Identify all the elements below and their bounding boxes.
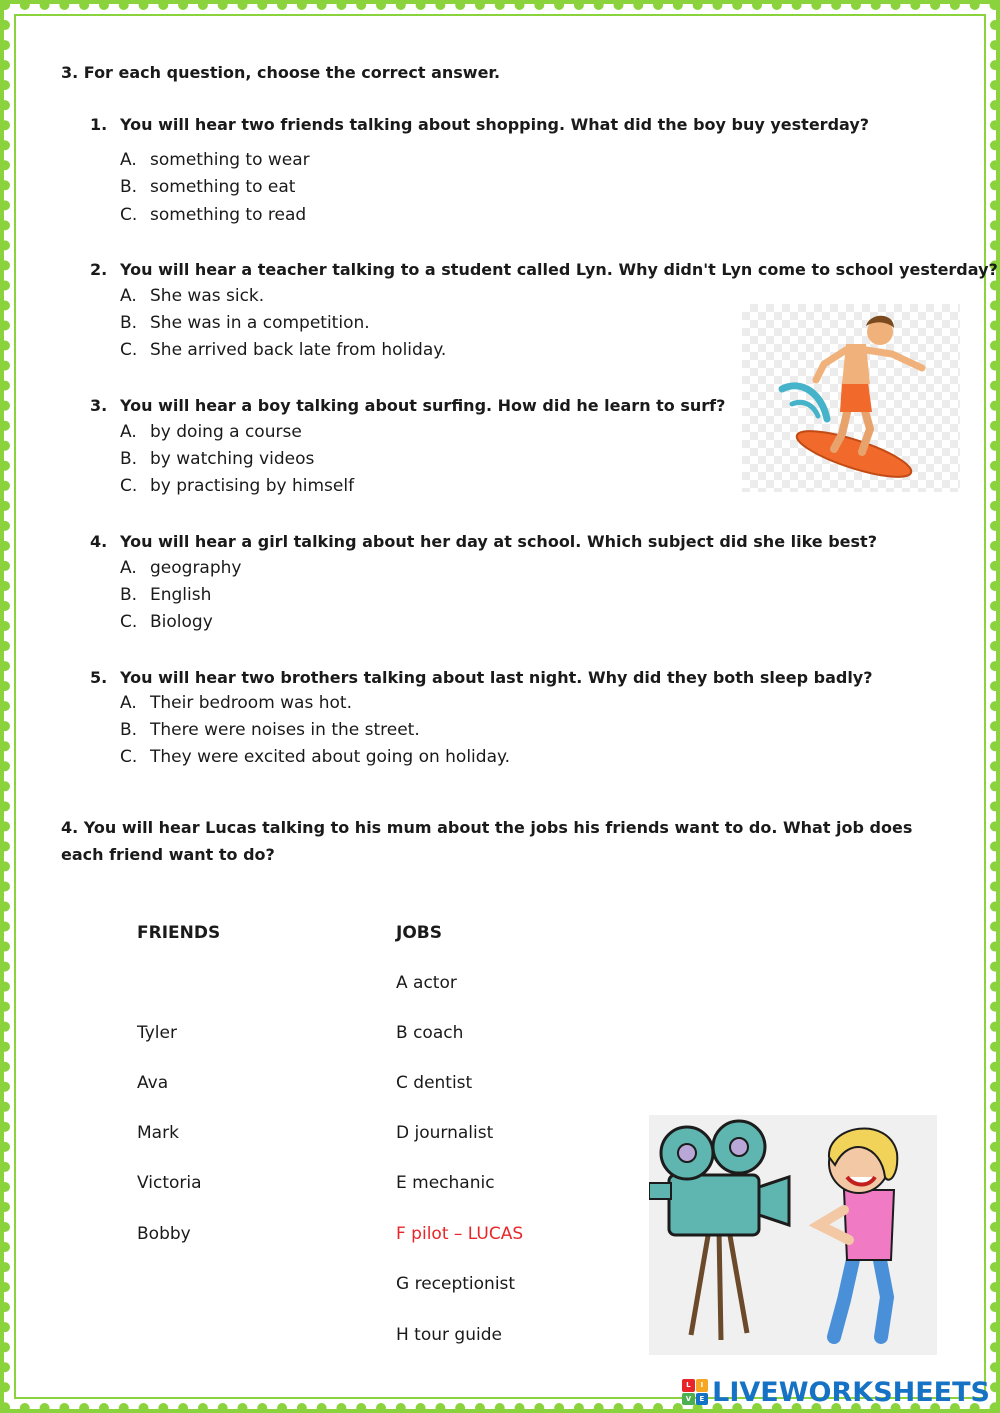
logo-badge-letter: I xyxy=(696,1379,709,1392)
option-letter: B. xyxy=(120,177,138,197)
job-a: A actor xyxy=(396,973,457,993)
question-4 xyxy=(90,532,877,551)
surfer-illustration xyxy=(742,304,960,492)
option-letter: B. xyxy=(120,585,138,605)
option-text: something to wear xyxy=(150,150,310,170)
question-1 xyxy=(90,115,869,134)
question-number: 4. xyxy=(90,532,108,551)
option-5c[interactable] xyxy=(120,747,510,767)
surfer-icon xyxy=(742,304,960,492)
option-2a[interactable] xyxy=(120,286,264,306)
option-2b[interactable] xyxy=(120,313,370,333)
question-number: 5. xyxy=(90,668,108,687)
job-g: G receptionist xyxy=(396,1274,516,1294)
option-3b[interactable] xyxy=(120,449,314,469)
option-text: They were excited about going on holiday. xyxy=(150,747,511,767)
option-2c[interactable] xyxy=(120,340,446,360)
option-5b[interactable] xyxy=(120,720,420,740)
option-text: by practising by himself xyxy=(150,476,355,496)
section-3-title: 3. For each question, choose the correct answer. xyxy=(61,63,501,82)
friend-bobby: Bobby xyxy=(137,1224,191,1244)
job-f: F pilot – LUCAS xyxy=(396,1224,524,1244)
job-b: B coach xyxy=(396,1023,464,1043)
option-letter: C. xyxy=(120,476,138,496)
option-letter: B. xyxy=(120,449,138,469)
movie-camera-illustration xyxy=(649,1115,937,1355)
liveworksheets-logo xyxy=(682,1375,990,1409)
question-text: You will hear a boy talking about surfing. How did he learn to surf? xyxy=(120,396,726,415)
option-4b[interactable] xyxy=(120,585,211,605)
jobs-header: JOBS xyxy=(396,923,442,943)
friend-ava: Ava xyxy=(137,1073,169,1093)
option-letter: A. xyxy=(120,286,137,306)
option-3a[interactable] xyxy=(120,422,302,442)
option-text: Their bedroom was hot. xyxy=(150,693,352,713)
option-letter: C. xyxy=(120,205,138,225)
option-text: She was in a competition. xyxy=(150,313,370,333)
question-text: You will hear a girl talking about her day at school. Which subject did she like best? xyxy=(120,532,877,551)
option-text: geography xyxy=(150,558,242,578)
job-c: C dentist xyxy=(396,1073,473,1093)
option-text: English xyxy=(150,585,212,605)
question-2 xyxy=(90,260,998,279)
option-letter: B. xyxy=(120,313,138,333)
option-text: She arrived back late from holiday. xyxy=(150,340,447,360)
question-text: You will hear two friends talking about shopping. What did the boy buy yesterday? xyxy=(120,115,870,134)
question-5 xyxy=(90,668,873,687)
job-d: D journalist xyxy=(396,1123,494,1143)
option-letter: B. xyxy=(120,720,138,740)
question-number: 3. xyxy=(90,396,108,415)
option-letter: A. xyxy=(120,558,137,578)
option-4c[interactable] xyxy=(120,612,213,632)
option-3c[interactable] xyxy=(120,476,354,496)
question-number: 2. xyxy=(90,260,108,279)
option-text: She was sick. xyxy=(150,286,265,306)
option-4a[interactable] xyxy=(120,558,241,578)
question-number: 1. xyxy=(90,115,108,134)
option-text: something to read xyxy=(150,205,307,225)
option-5a[interactable] xyxy=(120,693,352,713)
question-text: You will hear a teacher talking to a student called Lyn. Why didn't Lyn come to school yesterday? xyxy=(120,260,998,279)
logo-badge-letter: E xyxy=(696,1393,709,1406)
logo-text: LIVEWORKSHEETS xyxy=(712,1376,990,1408)
question-text: You will hear two brothers talking about last night. Why did they both sleep badly? xyxy=(120,668,873,687)
option-letter: A. xyxy=(120,422,137,442)
option-text: by doing a course xyxy=(150,422,302,442)
friend-tyler: Tyler xyxy=(137,1023,177,1043)
option-text: Biology xyxy=(150,612,213,632)
option-letter: C. xyxy=(120,747,138,767)
option-text: There were noises in the street. xyxy=(150,720,420,740)
option-letter: C. xyxy=(120,612,138,632)
logo-badge-letter: V xyxy=(682,1393,695,1406)
option-text: something to eat xyxy=(150,177,296,197)
job-h: H tour guide xyxy=(396,1325,502,1345)
job-e: E mechanic xyxy=(396,1173,495,1193)
option-letter: A. xyxy=(120,150,137,170)
option-text: by watching videos xyxy=(150,449,315,469)
option-letter: C. xyxy=(120,340,138,360)
movie-camera-icon xyxy=(649,1115,937,1355)
option-1c[interactable] xyxy=(120,205,306,225)
logo-badge-icon xyxy=(682,1379,708,1405)
question-3 xyxy=(90,396,725,415)
friend-victoria: Victoria xyxy=(137,1173,202,1193)
option-1a[interactable] xyxy=(120,150,310,170)
option-letter: A. xyxy=(120,693,137,713)
option-1b[interactable] xyxy=(120,177,295,197)
logo-badge-letter: L xyxy=(682,1379,695,1392)
friends-header: FRIENDS xyxy=(137,923,221,943)
friend-mark: Mark xyxy=(137,1123,179,1143)
section-4-title: 4. You will hear Lucas talking to his mum about the jobs his friends want to do. What job does each friend want to do? xyxy=(61,818,913,864)
